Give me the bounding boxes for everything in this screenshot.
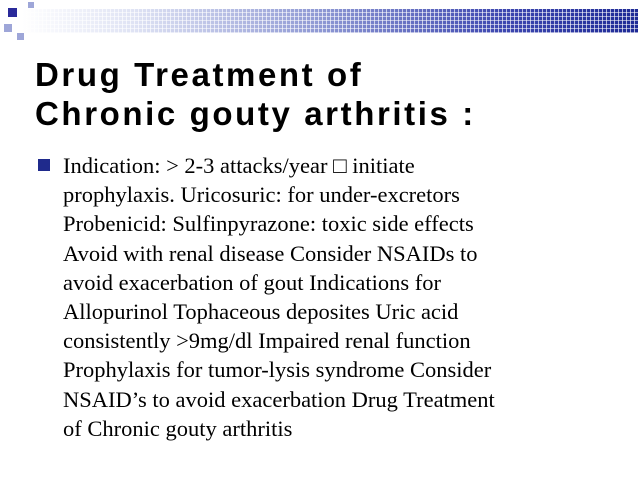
bullet-line: consistently >9mg/dl Impaired renal function: [63, 328, 471, 354]
bullet-line: NSAID’s to avoid exacerbation Drug Treatment: [63, 386, 495, 412]
bullet-line: Probenicid: Sulfinpyrazone: toxic side effects: [63, 211, 474, 237]
bullet-line: Allopurinol Tophaceous deposites Uric acid: [63, 299, 459, 325]
bullet-line: Avoid with renal disease Consider NSAIDs to: [63, 240, 478, 266]
slide-title-line-1: Drug Treatment of: [35, 56, 364, 93]
bullet-line: of Chronic gouty arthritis: [63, 415, 293, 441]
slide-title-line-2: Chronic gouty arthritis :: [35, 95, 476, 132]
corner-square-light: [4, 24, 12, 32]
square-bullet-icon: [38, 159, 50, 171]
corner-square-light: [28, 2, 34, 8]
slide-title: [35, 55, 476, 133]
bullet-line: Indication: > 2-3 attacks/year □ initiate: [63, 153, 415, 178]
header-gradient-band: [22, 9, 638, 33]
bullet-line: prophylaxis. Uricosuric: for under-excretors: [63, 182, 460, 208]
bullet-text: [63, 151, 598, 443]
corner-square-dark: [8, 8, 17, 17]
bullet-line: Prophylaxis for tumor-lysis syndrome Consider: [63, 357, 492, 383]
corner-square-light: [17, 33, 24, 40]
bullet-line: avoid exacerbation of gout Indications for: [63, 269, 441, 295]
